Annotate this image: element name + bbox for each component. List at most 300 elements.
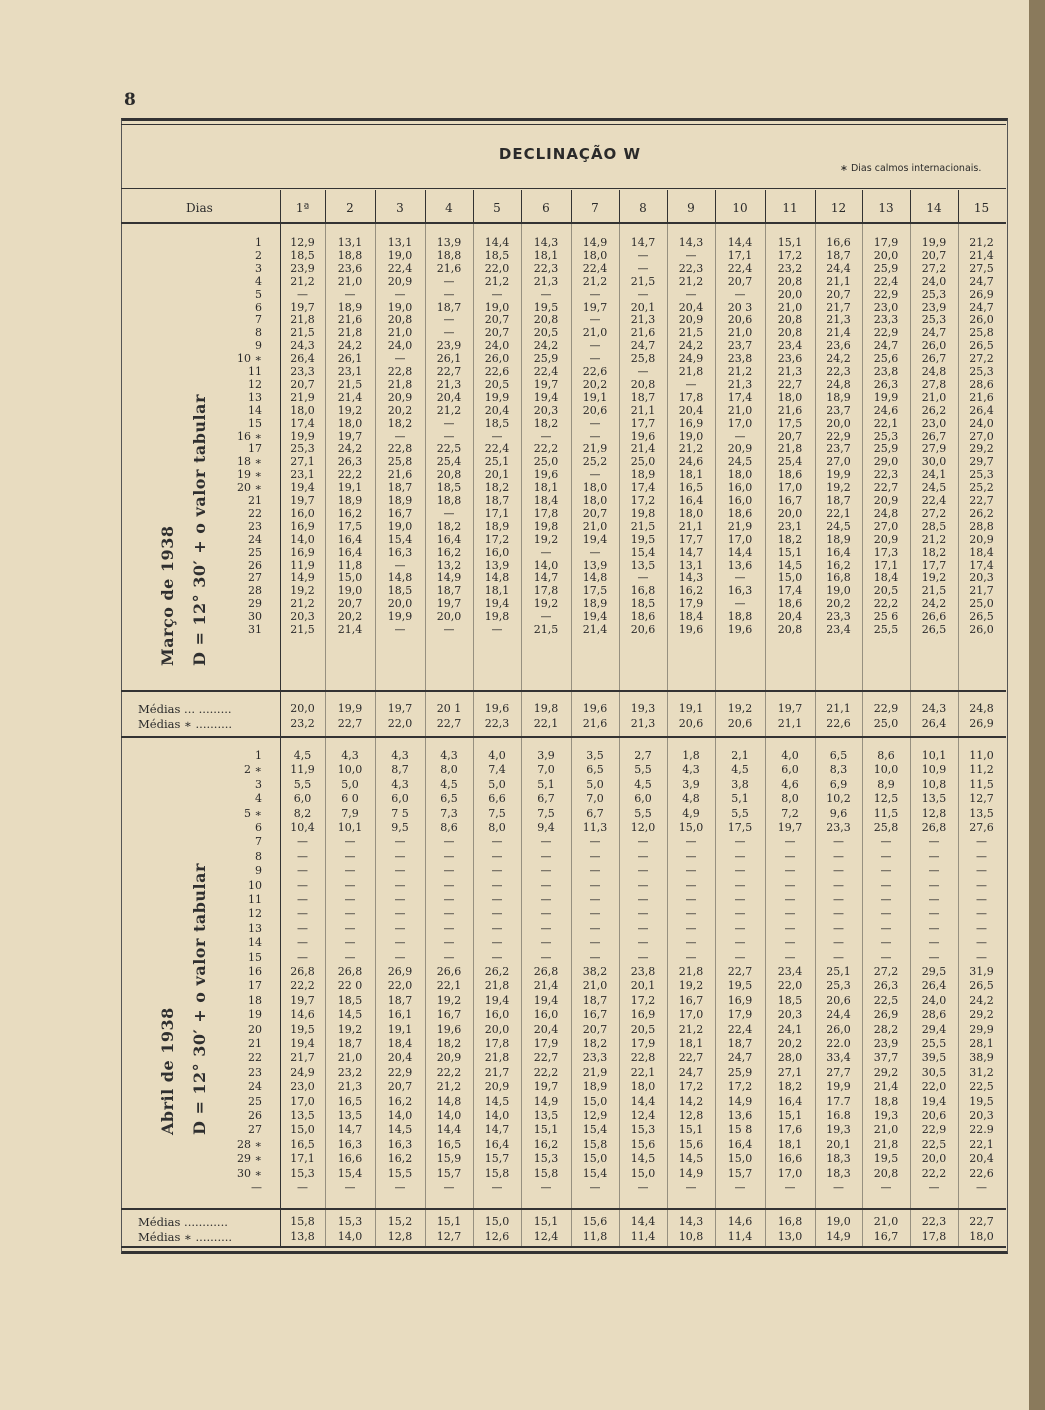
table-cell: 19,9	[873, 390, 899, 404]
table-cell: 21,0	[582, 979, 608, 993]
table-cell: —	[443, 950, 455, 964]
table-cell: 24,1	[921, 468, 947, 482]
table-cell: 15,8	[484, 1166, 510, 1180]
table-cell: 14,7	[533, 571, 559, 585]
table-cell: 21,8	[290, 313, 315, 327]
table-cell: 19,5	[727, 979, 753, 993]
header-hour-11: 11	[782, 201, 798, 215]
table-cell: 14,0	[533, 558, 559, 572]
table-cell: —	[928, 907, 940, 921]
table-cell: 20,5	[533, 326, 559, 340]
table-cell: 13,9	[436, 236, 462, 249]
section-1-medias-rule	[121, 690, 1006, 692]
table-cell: 19,7	[290, 494, 315, 507]
table-cell: 19,4	[533, 993, 559, 1007]
table-cell: 20,3	[533, 403, 559, 417]
table-cell: 21,9	[582, 1065, 608, 1079]
table-cell: 14,7	[484, 1123, 510, 1137]
table-cell: 26,6	[436, 965, 462, 978]
table-cell: 21,7	[290, 1051, 315, 1065]
table-cell: 20,3	[969, 1109, 994, 1122]
table-cell: 22,7	[727, 965, 753, 978]
table-cell: 20,7	[777, 429, 803, 443]
table-cell: 27,1	[777, 1065, 803, 1079]
table-cell: 24,5	[826, 519, 851, 533]
table-cell: 14,5	[678, 1152, 704, 1166]
table-cell: —	[880, 878, 892, 892]
table-cell: —	[685, 921, 697, 935]
table-cell: 20,1	[826, 1137, 851, 1151]
medias-calm-cell: 21,1	[777, 717, 803, 730]
day-number: 13	[248, 921, 262, 935]
table-cell: 11,8	[337, 558, 363, 572]
table-cell: 5,1	[731, 792, 749, 806]
table-cell: 16,8	[630, 584, 656, 598]
table-cell: —	[589, 287, 601, 301]
table-cell: 21,2	[678, 274, 704, 288]
medias-cell: 15,6	[582, 1215, 608, 1228]
table-cell: 20,0	[826, 416, 851, 430]
table-cell: 23,3	[873, 313, 899, 327]
table-cell: 18,8	[727, 610, 753, 624]
day-number: 3	[255, 777, 262, 791]
table-cell: 20,3	[290, 610, 315, 624]
table-cell: 22,5	[969, 1080, 994, 1094]
table-cell: 18,7	[436, 584, 462, 598]
table-cell: 17,2	[484, 532, 510, 546]
table-cell: 21,9	[290, 390, 315, 404]
table-cell: 20,4	[484, 403, 510, 417]
table-cell: 20,0	[387, 597, 413, 611]
table-cell: 29,2	[969, 1008, 994, 1022]
table-cell: 6,5	[440, 792, 458, 806]
table-cell: 25,4	[777, 455, 803, 469]
medias-cell: 20 1	[436, 702, 462, 715]
table-cell: —	[443, 313, 455, 327]
table-cell: 24,6	[678, 455, 704, 469]
table-cell: 24,7	[873, 339, 899, 353]
table-cell: 19,9	[290, 429, 315, 443]
table-cell: —	[976, 893, 987, 906]
day-number: 13	[248, 390, 262, 404]
table-cell: 5,1	[537, 777, 555, 791]
table-cell: —	[637, 878, 649, 892]
table-cell: 21,7	[969, 584, 994, 598]
table-cell: 18,1	[678, 468, 704, 482]
column-divider-3	[375, 190, 376, 222]
table-cell: —	[589, 835, 601, 849]
table-cell: —	[394, 1181, 406, 1194]
table-cell: 20,8	[777, 326, 803, 340]
table-cell: —	[540, 936, 552, 950]
table-cell: 16,0	[533, 1008, 559, 1022]
table-cell: —	[637, 261, 649, 275]
table-cell: 23,6	[777, 352, 803, 366]
table-cell: 8,0	[488, 821, 506, 834]
table-cell: —	[344, 921, 356, 935]
table-cell: —	[491, 921, 503, 935]
table-cell: 19,7	[436, 597, 462, 611]
table-cell: 23,8	[727, 352, 753, 366]
table-cell: —	[833, 936, 844, 950]
table-cell: 14,2	[678, 1094, 704, 1108]
table-cell: —	[976, 936, 987, 950]
table-cell: 25,8	[873, 821, 899, 834]
table-cell: 22,4	[921, 494, 947, 507]
table-cell: 6,0	[391, 792, 409, 806]
table-cell: 17,2	[777, 248, 803, 262]
medias-label: Médias ... .........	[138, 702, 232, 716]
header-hour-14: 14	[926, 201, 942, 215]
table-cell: 22,5	[921, 1137, 947, 1151]
medias-calm-cell: 23,2	[290, 717, 315, 730]
table-cell: —	[734, 950, 746, 964]
table-cell: 21,0	[727, 326, 753, 340]
section-1-side-label	[152, 394, 216, 666]
table-cell: 14,7	[678, 545, 704, 559]
table-cell: 7 5	[391, 806, 409, 820]
table-cell: 20,2	[777, 1037, 803, 1050]
table-cell: 18,7	[387, 993, 413, 1007]
table-cell: 16,2	[678, 584, 704, 598]
table-cell: 15,0	[337, 571, 363, 585]
table-cell: —	[976, 864, 987, 878]
table-cell: 19,7	[290, 993, 315, 1007]
table-cell: 12,5	[873, 792, 899, 806]
table-cell: —	[976, 1181, 987, 1194]
table-cell: 18,3	[826, 1152, 851, 1166]
table-cell: —	[491, 849, 503, 863]
table-cell: 27,7	[826, 1065, 851, 1079]
medias-calm-cell: 12,6	[484, 1230, 510, 1243]
table-cell: 18,8	[873, 1094, 899, 1108]
day-number: 30	[248, 610, 262, 624]
medias-calm-cell: 25,0	[873, 717, 899, 730]
medias-cell: 19,6	[484, 702, 510, 715]
table-cell: 20,7	[337, 597, 363, 611]
table-cell: 20,8	[873, 1166, 899, 1180]
table-cell: —	[833, 849, 844, 863]
table-cell: 14,9	[290, 571, 315, 585]
table-cell: —	[685, 864, 697, 878]
table-cell: —	[540, 429, 552, 443]
table-cell: —	[540, 921, 552, 935]
table-cell: 8,9	[877, 777, 895, 791]
table-cell: 20,0	[873, 248, 899, 262]
table-cell: 15,0	[582, 1152, 608, 1166]
table-cell: 25,9	[533, 352, 559, 366]
table-cell: 24,7	[630, 339, 656, 353]
table-cell: 18,2	[387, 416, 413, 430]
table-cell: —	[491, 623, 503, 636]
table-cell: 21,8	[484, 1051, 510, 1065]
table-cell: 19,2	[678, 979, 704, 993]
table-cell: 18,9	[826, 532, 851, 546]
table-cell: 19,5	[873, 1152, 899, 1166]
day-number: 2	[255, 248, 262, 262]
table-cell: 24,4	[826, 261, 851, 275]
table-cell: 28,6	[969, 377, 994, 391]
table-cell: 18,2	[777, 1080, 803, 1094]
table-cell: 18,9	[826, 390, 851, 404]
table-cell: —	[833, 864, 844, 878]
table-cell: 15,3	[630, 1123, 656, 1137]
table-cell: 16,2	[436, 545, 462, 559]
table-cell: 25,3	[290, 442, 315, 456]
table-cell: 13,1	[678, 558, 704, 572]
day-number: 11	[248, 365, 262, 378]
medias-cell: 14,6	[727, 1215, 753, 1228]
table-cell: —	[394, 936, 406, 950]
table-cell: —	[394, 287, 406, 301]
medias-calm-label: Médias ∗ ..........	[138, 1230, 233, 1244]
table-cell: 24,2	[826, 352, 851, 366]
column-divider-14	[910, 190, 911, 222]
table-cell: —	[491, 835, 503, 849]
table-cell: 26,0	[826, 1022, 851, 1036]
table-cell: 21,2	[290, 597, 315, 611]
table-cell: 27,2	[921, 506, 947, 520]
table-cell: 8,6	[440, 821, 458, 834]
table-cell: 21,8	[873, 1137, 899, 1151]
table-cell: 4,5	[440, 777, 458, 791]
table-cell: 18,9	[582, 1080, 608, 1094]
table-cell: 10,9	[921, 763, 947, 777]
table-cell: 17,5	[777, 416, 803, 430]
table-cell: 20,4	[678, 403, 704, 417]
table-cell: 23,1	[337, 365, 363, 378]
table-cell: 18,4	[873, 571, 899, 585]
table-cell: 17,7	[921, 558, 947, 572]
table-cell: —	[344, 849, 356, 863]
medias-cell: 14,4	[630, 1215, 656, 1228]
table-cell: 16,6	[826, 236, 851, 249]
table-cell: 4,5	[731, 763, 749, 777]
table-cell: 21,7	[826, 300, 851, 314]
table-cell: —	[833, 893, 844, 906]
table-cell: 12,8	[921, 806, 947, 820]
table-cell: 16,4	[678, 494, 704, 507]
table-cell: 17,2	[727, 1080, 753, 1094]
table-cell: 19,1	[337, 481, 363, 495]
table-cell: 19,2	[290, 584, 315, 598]
table-cell: —	[880, 864, 892, 878]
table-cell: —	[734, 878, 746, 892]
table-cell: 25,9	[873, 261, 899, 275]
table-cell: 22,7	[777, 377, 803, 391]
table-cell: —	[880, 936, 892, 950]
table-cell: 18,1	[777, 1137, 803, 1151]
table-cell: 25,8	[387, 455, 413, 469]
table-cell: 23,0	[873, 300, 899, 314]
table-cell: 31,2	[969, 1065, 994, 1079]
table-cell: 21,6	[337, 313, 363, 327]
table-cell: 22,4	[582, 261, 608, 275]
table-cell: —	[443, 835, 455, 849]
day-number: 18	[248, 993, 262, 1007]
table-cell: 21,0	[727, 403, 753, 417]
table-cell: —	[540, 893, 552, 906]
table-cell: 23,7	[727, 339, 753, 353]
header-hour-5: 5	[493, 201, 501, 215]
table-cell: 20,6	[727, 313, 753, 327]
table-cell: —	[784, 950, 796, 964]
medias-calm-cell: 26,4	[921, 717, 947, 730]
header-hour-8: 8	[639, 201, 647, 215]
table-cell: 24,2	[678, 339, 704, 353]
table-cell: —	[589, 936, 601, 950]
table-cell: —	[784, 864, 796, 878]
table-cell: 17,1	[873, 558, 899, 572]
table-cell: 11,3	[582, 821, 608, 834]
table-cell: 33,4	[826, 1051, 851, 1065]
table-cell: —	[833, 907, 844, 921]
table-cell: —	[685, 878, 697, 892]
table-cell: 25,3	[826, 979, 851, 993]
table-cell: 22,3	[678, 261, 704, 275]
table-cell: —	[344, 893, 356, 906]
table-cell: 21,0	[777, 300, 803, 314]
table-cell: 29,7	[969, 455, 994, 469]
day-number: 21	[248, 1037, 262, 1050]
table-cell: 16,7	[582, 1008, 608, 1022]
table-cell: 24,0	[921, 274, 947, 288]
table-cell: 22,8	[387, 365, 413, 378]
table-cell: 15,4	[630, 545, 656, 559]
header-hour-15: 15	[973, 201, 990, 215]
table-cell: —	[394, 950, 406, 964]
table-cell: 15,7	[436, 1166, 462, 1180]
table-cell: 21,7	[484, 1065, 510, 1079]
table-cell: 23,9	[290, 261, 315, 275]
table-cell: —	[491, 936, 503, 950]
table-cell: 28,2	[873, 1022, 899, 1036]
table-cell: 37,7	[873, 1051, 899, 1065]
table-cell: 16,4	[337, 545, 363, 559]
table-cell: 8,0	[781, 792, 799, 806]
table-cell: 13,5	[630, 558, 656, 572]
table-cell: 23,2	[777, 261, 803, 275]
table-cell: 19,9	[484, 390, 510, 404]
table-cell: —	[589, 907, 601, 921]
table-cell: 21,3	[777, 365, 803, 378]
table-cell: 25,3	[921, 287, 947, 301]
table-cell: 4,9	[682, 806, 700, 820]
table-cell: 6,9	[829, 777, 848, 791]
column-divider-5	[473, 190, 474, 222]
table-cell: —	[443, 287, 455, 301]
table-cell: —	[394, 352, 406, 366]
table-cell: 24,1	[777, 1022, 803, 1036]
table-cell: 25,5	[873, 623, 899, 636]
column-divider-10	[715, 190, 716, 222]
day-number: 6	[255, 300, 262, 314]
table-cell: 17,5	[337, 519, 363, 533]
table-cell: 18,7	[484, 494, 510, 507]
table-cell: 16,4	[727, 1137, 753, 1151]
table-cell: 21,0	[337, 274, 363, 288]
table-cell: 24,2	[921, 597, 947, 611]
medias-cell: 19,7	[777, 702, 803, 715]
table-cell: —	[589, 950, 601, 964]
table-cell: 18,5	[630, 597, 656, 611]
table-cell: 14,0	[387, 1109, 413, 1122]
day-number: 22	[248, 506, 262, 520]
table-cell: 22,6	[484, 365, 510, 378]
table-cell: 17,7	[630, 416, 656, 430]
table-cell: 20,6	[630, 623, 656, 636]
day-number: 17	[248, 442, 262, 456]
table-cell: 26,0	[484, 352, 510, 366]
table-cell: 20,9	[727, 442, 753, 456]
table-cell: 18,2	[921, 545, 947, 559]
table-cell: 18,4	[969, 545, 994, 559]
table-cell: —	[491, 429, 503, 443]
table-cell: 16,7	[678, 993, 704, 1007]
table-cell: 20,7	[826, 287, 851, 301]
table-cell: 19,5	[630, 532, 656, 546]
table-cell: —	[297, 950, 308, 964]
day-number: 3	[255, 261, 262, 275]
table-cell: 18,2	[533, 416, 559, 430]
table-cell: —	[833, 835, 844, 849]
table-cell: —	[685, 287, 697, 301]
table-cell: 24,4	[826, 1008, 851, 1022]
day-number: 31	[248, 623, 262, 636]
table-cell: 18,6	[630, 610, 656, 624]
table-cell: 20,7	[921, 248, 947, 262]
table-cell: 19,1	[582, 390, 608, 404]
medias-cell: 22,7	[969, 1215, 994, 1228]
table-cell: —	[297, 921, 308, 935]
day-number: 30 ∗	[237, 1166, 262, 1180]
table-cell: —	[443, 907, 455, 921]
table-cell: 27,0	[873, 519, 899, 533]
table-cell: 22,2	[337, 468, 363, 482]
medias-cell: 20,0	[290, 702, 315, 715]
day-number: 5 ∗	[244, 806, 262, 820]
table-cell: —	[589, 429, 601, 443]
table-cell: 23,9	[436, 339, 462, 353]
table-cell: 21,5	[921, 584, 947, 598]
table-cell: 4,3	[391, 777, 409, 791]
table-cell: —	[928, 1181, 940, 1194]
table-cell: 22,2	[533, 1065, 559, 1079]
table-cell: —	[928, 936, 940, 950]
table-cell: 19,3	[873, 1109, 899, 1122]
table-cell: 16,5	[290, 1137, 315, 1151]
table-cell: 14,0	[436, 1109, 462, 1122]
day-number: 14	[248, 403, 262, 417]
table-cell: —	[833, 878, 844, 892]
table-cell: 18,3	[826, 1166, 851, 1180]
table-cell: —	[297, 878, 308, 892]
table-cell: 19,4	[290, 1037, 315, 1050]
column-divider-6	[521, 190, 522, 222]
table-cell: 18,9	[582, 597, 608, 611]
table-cell: 17,0	[727, 416, 753, 430]
header-hour-10: 10	[732, 201, 748, 215]
table-cell: 6,0	[634, 792, 652, 806]
table-cell: 17,4	[290, 416, 315, 430]
table-cell: 18,9	[337, 300, 363, 314]
table-cell: 19,0	[678, 429, 704, 443]
medias-cell: 24,3	[921, 702, 947, 715]
table-cell: 15,0	[630, 1166, 656, 1180]
medias-calm-cell: 22,0	[387, 717, 413, 730]
table-cell: 26,2	[969, 506, 994, 520]
table-cell: —	[443, 416, 455, 430]
